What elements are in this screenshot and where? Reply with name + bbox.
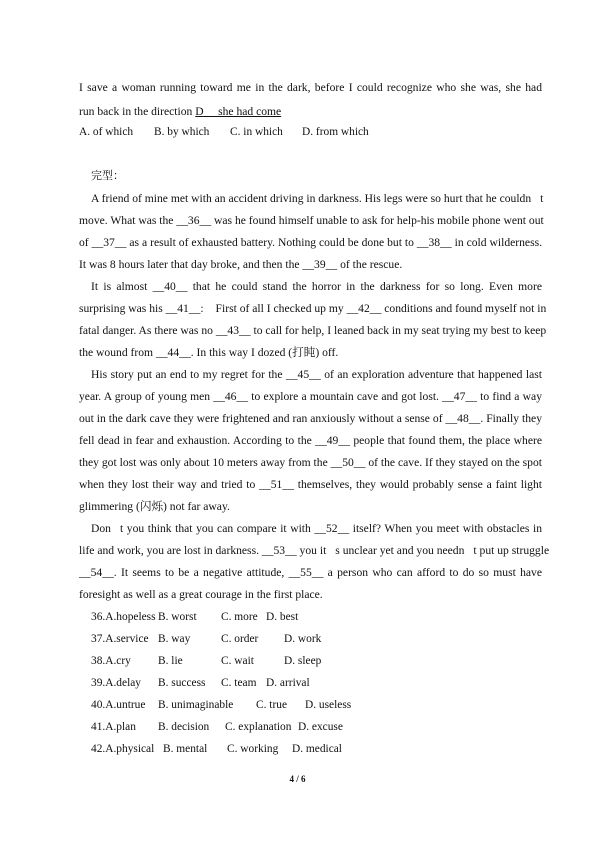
- question-39-b: B. success: [158, 677, 206, 689]
- passage-line-16: Don t you think that you can compare it with __52__ itself? When you meet with obstacles in: [91, 522, 542, 535]
- intro-answer: D: [195, 105, 204, 118]
- passage-line-8: the wound from __44__. In this way I dozed (打盹) off. : [79, 346, 348, 359]
- question-41-a: 41.A.plan: [91, 721, 136, 733]
- question-36-a: 36.A.hopeless: [91, 611, 156, 623]
- question-40-a: 40.A.untrue: [91, 699, 146, 711]
- passage-line-12: fell dead in fear and exhaustion. According to the __49__ people that found them, the place where: [79, 434, 542, 447]
- question-40-c: C. true: [256, 699, 288, 711]
- question-42-c: C. working: [227, 743, 279, 755]
- question-37-b: B. way: [158, 633, 191, 645]
- intro-option-c: C. in which: [230, 126, 283, 138]
- page-number: 4 / 6: [289, 774, 306, 784]
- intro-line-2-post: __ she had come: [203, 105, 282, 118]
- question-36-d: D. best: [266, 611, 299, 623]
- passage-line-10: year. A group of young men __46__ to explore a mountain cave and got lost. __47__ to find a way: [79, 390, 542, 403]
- intro-line-2-pre: run back in the direction: [79, 105, 196, 118]
- intro-line-2: [79, 105, 542, 119]
- question-37-d: D. work: [284, 633, 322, 645]
- passage-line-4: It was 8 hours later that day broke, and then the __39__ of the rescue.: [79, 258, 403, 271]
- passage-line-2: move. What was the __36__ was he found himself unable to ask for help-his mobile phone went out: [79, 214, 544, 227]
- intro-line-1: I save a woman running toward me in the dark, before I could recognize who she was, she had: [79, 81, 542, 94]
- passage-line-13: they got lost was only about 10 meters away from the __50__ of the cave. If they stayed on the spot: [79, 456, 542, 469]
- passage-line-3: of __37__ as a result of exhausted battery. Nothing could be done but to __38__ in cold wilderness.: [79, 236, 542, 249]
- question-39-c: C. team: [221, 677, 257, 689]
- passage-line-6: surprising was his __41__:  First of all I checked up my __42__ conditions and found myself not in: [79, 302, 547, 315]
- intro-option-a: A. of which: [79, 126, 134, 138]
- passage-line-9: His story put an end to my regret for the __45__ of an exploration adventure that happened last: [91, 368, 542, 381]
- question-42-d: D. medical: [292, 743, 342, 755]
- passage-line-14: when they lost their way and tried to __51__ themselves, they would probably sense a faint light: [79, 478, 542, 491]
- question-42-b: B. mental: [163, 743, 208, 755]
- question-41-b: B. decision: [158, 721, 210, 733]
- passage-line-11: out in the dark cave they were frightened and ran anxiously without a sense of __48__. Finally they: [79, 412, 542, 425]
- intro-option-b: B. by which: [154, 126, 210, 138]
- passage-line-1: A friend of mine met with an accident driving in darkness. His legs were so hurt that he couldn t: [91, 192, 544, 205]
- question-41-d: D. excuse: [298, 721, 343, 733]
- question-39-d: D. arrival: [266, 677, 310, 689]
- question-36: [91, 610, 156, 624]
- intro-option-d: D. from which: [302, 126, 369, 138]
- question-36-c: C. more: [221, 611, 258, 623]
- section-title: 完型：: [91, 169, 124, 182]
- passage-line-15: glimmering (闪烁) not far away.: [79, 500, 230, 513]
- passage-line-17: life and work, you are lost in darkness. __53__ you it s unclear yet and you needn t put up struggle: [79, 544, 550, 557]
- passage-line-7: fatal danger. As there was no __43__ to call for help, I leaned back in my seat trying my best to keep: [79, 324, 547, 337]
- question-36-b: B. worst: [158, 611, 197, 623]
- question-38-c: C. wait: [221, 655, 254, 667]
- question-38-b: B. lie: [158, 655, 183, 667]
- question-38-a: 38.A.cry: [91, 655, 131, 667]
- question-38-d: D. sleep: [284, 655, 322, 667]
- question-40-b: B. unimaginable: [158, 699, 234, 711]
- question-40-d: D. useless: [305, 699, 352, 711]
- passage-line-18: __54__. It seems to be a negative attitude, __55__ a person who can afford to do so must have: [79, 566, 542, 579]
- question-39-a: 39.A.delay: [91, 677, 141, 689]
- passage-line-19: foresight as well as a great courage in the first place.: [79, 588, 323, 601]
- passage-line-5: It is almost __40__ that he could stand the horror in the darkness for so long. Even more: [91, 280, 542, 293]
- question-42-a: 42.A.physical: [91, 743, 155, 755]
- question-37-a: 37.A.service: [91, 633, 149, 645]
- question-37-c: C. order: [221, 633, 259, 645]
- question-41-c: C. explanation: [225, 721, 292, 733]
